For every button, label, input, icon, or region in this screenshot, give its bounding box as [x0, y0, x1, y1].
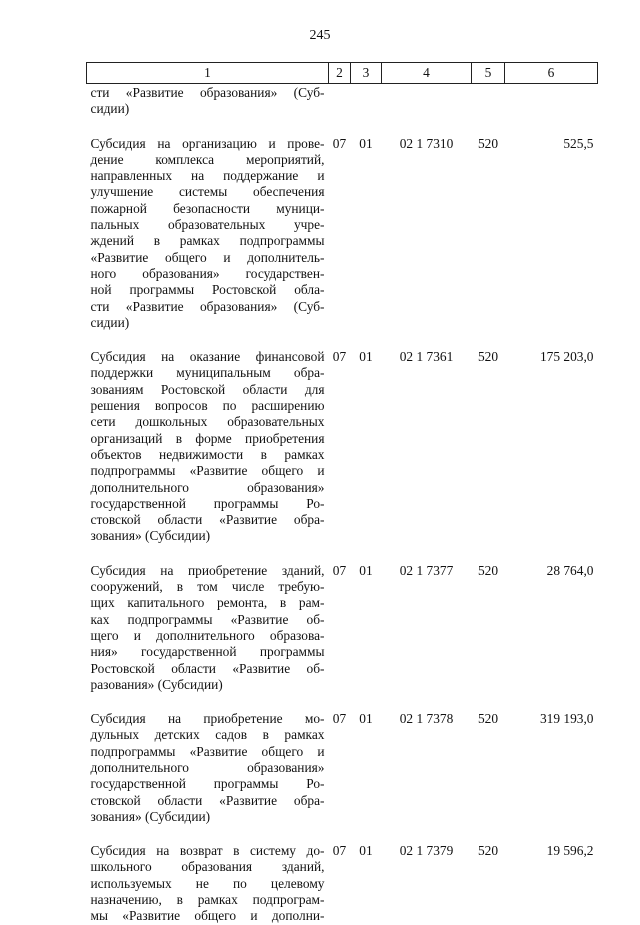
text-line: сидии) — [90, 314, 130, 330]
text-line: «Развитие общего и дополнитель- — [90, 249, 325, 265]
text-line: зования» (Субсидии) — [90, 808, 211, 824]
table-row — [87, 825, 598, 924]
text-line: щих капитального ремонта, в рам- — [90, 595, 325, 611]
text-line: разования» (Субсидии) — [90, 676, 223, 692]
text-line: решения вопросов по расширению — [90, 398, 325, 414]
table-row — [87, 693, 598, 825]
text-line: сти «Развитие образования» (Суб- — [90, 85, 325, 100]
row-description — [87, 545, 329, 693]
subsection-code: 01 — [359, 135, 373, 151]
amount-value: 19 596,2 — [546, 843, 594, 859]
text-line: Субсидия на оказание финансовой — [90, 349, 325, 365]
text-line: дульных детских садов в рамках — [90, 727, 325, 743]
section-code: 07 — [332, 562, 347, 578]
amount-value: 175 203,0 — [539, 349, 594, 365]
text-line: ках подпрограммы «Развитие об- — [90, 611, 325, 627]
section-code: 07 — [332, 711, 347, 727]
amount-value: 28 764,0 — [546, 562, 594, 578]
budget-table — [86, 62, 598, 925]
text-line: улучшение системы обеспечения — [90, 184, 325, 200]
page-number: 245 — [309, 28, 331, 43]
expense-type-code: 520 — [477, 349, 499, 365]
text-line: пальных образовательных учре- — [90, 217, 325, 233]
target-article-code: 02 1 7361 — [399, 349, 454, 365]
text-line: пожарной безопасности муници- — [90, 200, 325, 216]
column-header: 5 — [472, 63, 505, 84]
continued-description — [87, 84, 329, 118]
text-line: ного образования» государствен- — [90, 265, 325, 281]
row-description — [87, 825, 329, 924]
expense-type-code: 520 — [477, 711, 499, 727]
row-description — [87, 331, 329, 545]
text-line: дение комплекса мероприятий, — [90, 151, 325, 167]
target-article-code: 02 1 7378 — [399, 711, 454, 727]
text-line: стовской области «Развитие обра- — [90, 792, 325, 808]
expense-type-code: 520 — [477, 562, 499, 578]
text-line: ждений в рамках подпрограммы — [90, 233, 325, 249]
column-header: 1 — [87, 63, 329, 84]
text-line: зованиям Ростовской области для — [90, 381, 325, 397]
subsection-code: 01 — [359, 349, 373, 365]
text-line: Субсидия на организацию и прове- — [90, 135, 325, 151]
amount-value: 525,5 — [563, 135, 594, 151]
section-code: 07 — [332, 349, 347, 365]
column-header: 3 — [351, 63, 382, 84]
table-row — [87, 545, 598, 693]
section-code: 07 — [332, 843, 347, 859]
target-article-code: 02 1 7379 — [399, 843, 454, 859]
expense-type-code: 520 — [477, 843, 499, 859]
table-row — [87, 118, 598, 332]
text-line: Субсидия на приобретение мо- — [90, 711, 325, 727]
text-line: зования» (Субсидии) — [90, 528, 211, 544]
text-line: Субсидия на возврат в систему до- — [90, 843, 325, 859]
subsection-code: 01 — [359, 843, 373, 859]
subsection-code: 01 — [359, 711, 373, 727]
table-row — [87, 331, 598, 545]
section-code: 07 — [332, 135, 347, 151]
text-line: мы «Развитие общего и дополни- — [90, 908, 325, 924]
subsection-code: 01 — [359, 562, 373, 578]
text-line: Ростовской области «Развитие об- — [90, 660, 325, 676]
text-line: Субсидия на приобретение зданий, — [90, 562, 325, 578]
text-line: назначению, в рамках подпрограм- — [90, 892, 325, 908]
continued-row — [87, 84, 598, 118]
text-line: подпрограммы «Развитие общего и — [90, 743, 325, 759]
text-line: школьного образования зданий, — [90, 859, 325, 875]
expense-type-code: 520 — [477, 135, 499, 151]
target-article-code: 02 1 7377 — [399, 562, 454, 578]
text-line: сти «Развитие образования» (Суб- — [90, 298, 325, 314]
row-description — [87, 693, 329, 825]
text-line: направленных на поддержание и — [90, 168, 325, 184]
column-header: 6 — [505, 63, 598, 84]
target-article-code: 02 1 7310 — [399, 135, 454, 151]
text-line: щего и дополнительного образова- — [90, 627, 325, 643]
text-line: поддержки муниципальным обра- — [90, 365, 325, 381]
text-line: государственной программы Ро- — [90, 495, 325, 511]
text-line: ния» государственной программы — [90, 644, 325, 660]
text-line: государственной программы Ро- — [90, 776, 325, 792]
text-line: стовской области «Развитие обра- — [90, 512, 325, 528]
column-header: 2 — [329, 63, 351, 84]
text-line: используемых не по целевому — [90, 875, 325, 891]
text-line: дополнительного образования» — [90, 479, 325, 495]
text-line: ной программы Ростовской обла- — [90, 282, 325, 298]
column-header: 4 — [382, 63, 472, 84]
text-line: сети дошкольных образовательных — [90, 414, 325, 430]
text-line: дополнительного образования» — [90, 759, 325, 775]
text-line: сидии) — [90, 101, 130, 117]
row-description — [87, 118, 329, 332]
table-header-row — [87, 63, 598, 84]
text-line: подпрограммы «Развитие общего и — [90, 463, 325, 479]
amount-value: 319 193,0 — [539, 711, 594, 727]
text-line: организаций в форме приобретения — [90, 430, 325, 446]
text-line: сооружений, в том числе требую- — [90, 579, 325, 595]
text-line: объектов недвижимости в рамках — [90, 446, 325, 462]
